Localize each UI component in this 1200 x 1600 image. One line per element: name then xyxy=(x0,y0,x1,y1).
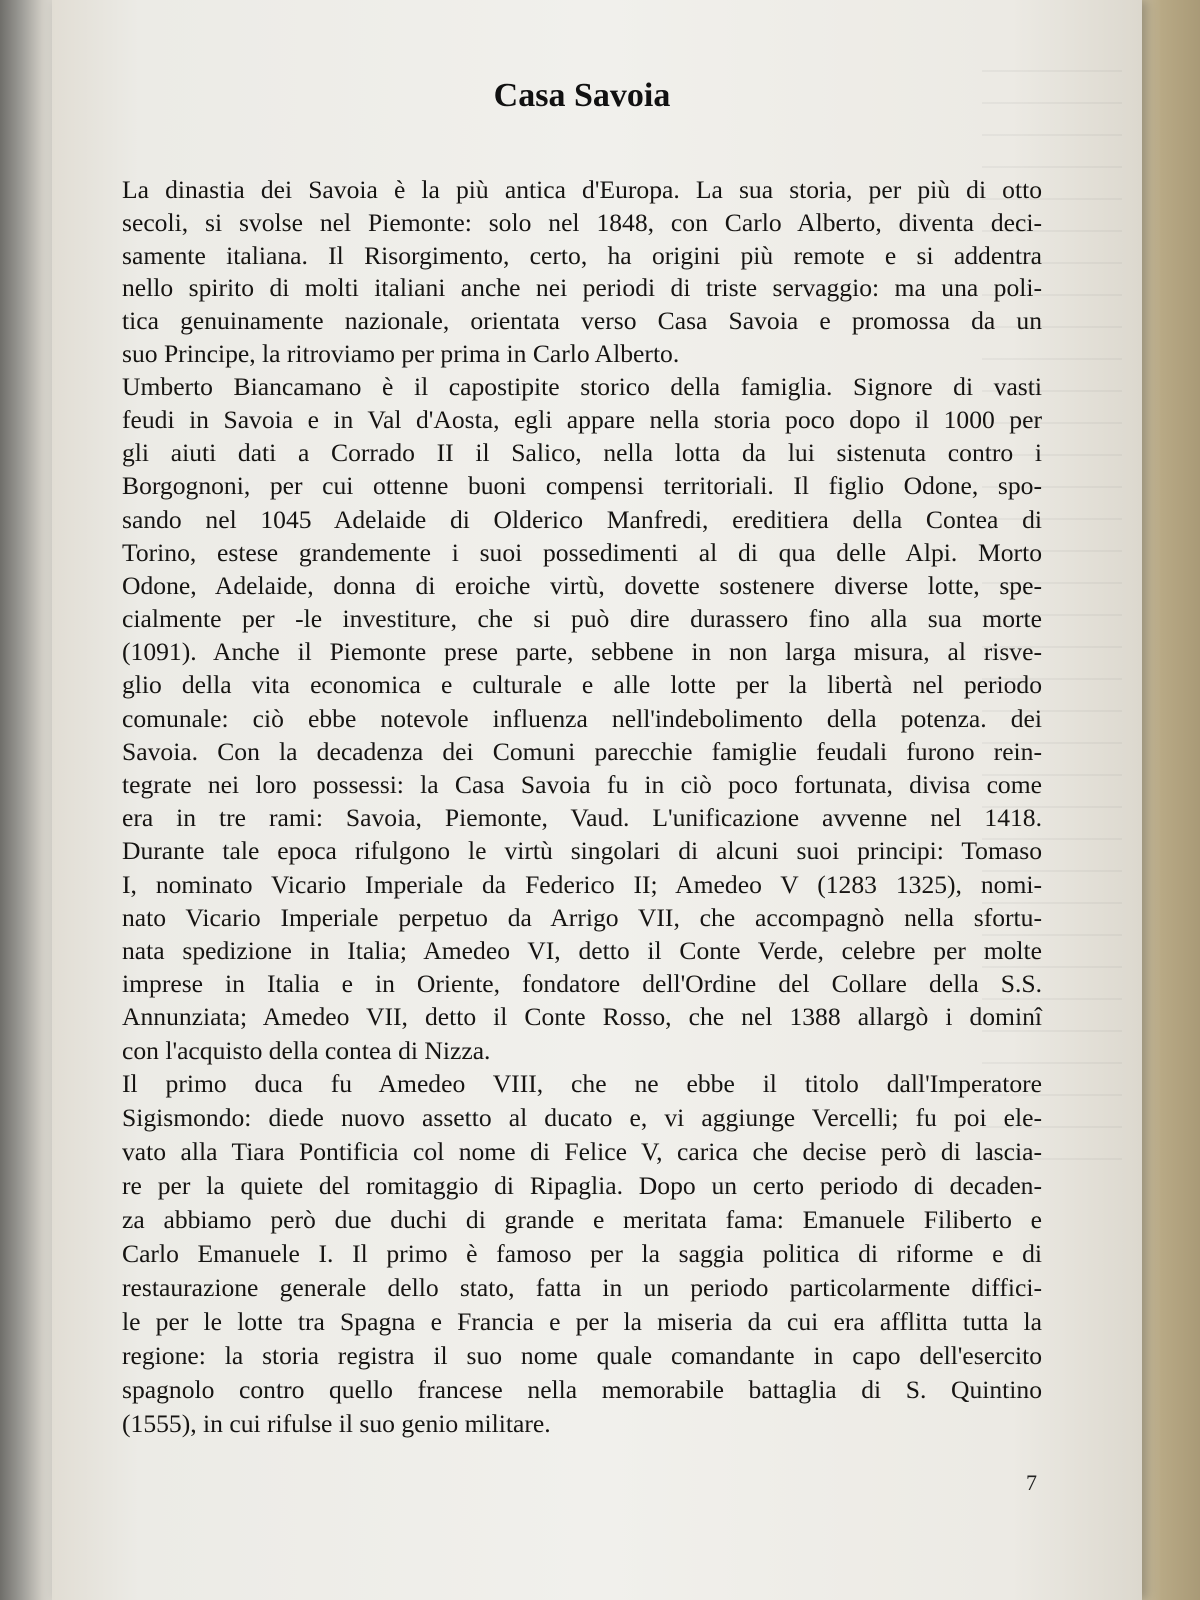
text-line: Torino, estese grandemente i suoi possedimenti al di qua delle Alpi. Morto xyxy=(122,537,1042,567)
page-number: 7 xyxy=(1026,1470,1037,1495)
text-line: (1091). Anche il Piemonte prese parte, sebbene in non larga misura, al risve- xyxy=(122,637,1042,667)
text-line: era in tre rami: Savoia, Piemonte, Vaud. L'unificazione avvenne nel 1418. xyxy=(122,803,1042,833)
text-line: tica genuinamente nazionale, orientata verso Casa Savoia e promossa da un xyxy=(122,306,1042,336)
text-line: feudi in Savoia e in Val d'Aosta, egli appare nella storia poco dopo il 1000 per xyxy=(122,404,1042,434)
text-line: le per le lotte tra Spagna e Francia e per la miseria da cui era afflitta tutta la xyxy=(122,1306,1042,1336)
page-content xyxy=(122,70,1042,1442)
text-line: regione: la storia registra il suo nome quale comandante in capo dell'esercito xyxy=(122,1340,1042,1370)
text-line: nata spedizione in Italia; Amedeo VI, detto il Conte Verde, celebre per molte xyxy=(122,935,1042,965)
text-line: secoli, si svolse nel Piemonte: solo nel 1848, con Carlo Alberto, diventa deci- xyxy=(122,207,1042,237)
text-line: Sigismondo: diede nuovo assetto al ducato e, vi aggiunge Vercelli; fu poi ele- xyxy=(122,1102,1042,1132)
text-line: gli aiuti dati a Corrado II il Salico, nella lotta da lui sistenuta contro i xyxy=(122,438,1042,468)
text-line: nato Vicario Imperiale perpetuo da Arrigo VII, che accompagnò nella sfortu- xyxy=(122,902,1042,932)
text-line: Odone, Adelaide, donna di eroiche virtù, dovette sostenere diverse lotte, spe- xyxy=(122,570,1042,600)
book-spine-edge xyxy=(0,0,60,1600)
text-line: Durante tale epoca rifulgono le virtù singolari di alcuni suoi principi: Tomaso xyxy=(122,836,1042,866)
text-line: tegrate nei loro possessi: la Casa Savoia fu in ciò poco fortunata, divisa come xyxy=(122,770,1042,800)
text-line: samente italiana. Il Risorgimento, certo, ha origini più remote e si addentra xyxy=(122,240,1042,270)
paragraph-1 xyxy=(122,174,1042,371)
text-line: re per la quiete del romitaggio di Ripaglia. Dopo un certo periodo di decaden- xyxy=(122,1170,1042,1200)
text-line: nello spirito di molti italiani anche nei periodi di triste servaggio: ma una poli- xyxy=(122,273,1042,303)
text-line: I, nominato Vicario Imperiale da Federico II; Amedeo V (1283 1325), nomi- xyxy=(122,869,1042,899)
text-line: Annunziata; Amedeo VII, detto il Conte Rosso, che nel 1388 allargò i dominî xyxy=(122,1002,1042,1032)
text-line: suo Principe, la ritroviamo per prima in Carlo Alberto. xyxy=(122,338,680,368)
text-line: glio della vita economica e culturale e alle lotte per la libertà nel periodo xyxy=(122,670,1042,700)
paragraph-3 xyxy=(122,1068,1042,1442)
text-line: con l'acquisto della contea di Nizza. xyxy=(122,1035,491,1065)
text-line: La dinastia dei Savoia è la più antica d'Europa. La sua storia, per più di otto xyxy=(122,175,1042,204)
paragraph-2 xyxy=(122,371,1042,1068)
text-line: (1555), in cui rifulse il suo genio militare. xyxy=(122,1408,551,1438)
text-line: spagnolo contro quello francese nella memorabile battaglia di S. Quintino xyxy=(122,1374,1042,1404)
text-line: cialmente per -le investiture, che si può dire durassero fino alla sua morte xyxy=(122,604,1042,634)
text-line: sando nel 1045 Adelaide di Olderico Manfredi, ereditiera della Contea di xyxy=(122,504,1042,534)
text-line: comunale: ciò ebbe notevole influenza nell'indebolimento della potenza. dei xyxy=(122,703,1042,733)
text-line: Umberto Biancamano è il capostipite storico della famiglia. Signore di vasti xyxy=(122,371,1042,401)
text-line: Carlo Emanuele I. Il primo è famoso per la saggia politica di riforme e di xyxy=(122,1238,1042,1268)
text-line: Borgognoni, per cui ottenne buoni compensi territoriali. Il figlio Odone, spo- xyxy=(122,471,1042,501)
text-line: vato alla Tiara Pontificia col nome di Felice V, carica che decise però di lascia- xyxy=(122,1136,1042,1166)
book-page xyxy=(52,0,1142,1600)
text-line: restaurazione generale dello stato, fatta in un periodo particolarmente diffici- xyxy=(122,1272,1042,1302)
text-line: za abbiamo però due duchi di grande e meritata fama: Emanuele Filiberto e xyxy=(122,1204,1042,1234)
text-line: Il primo duca fu Amedeo VIII, che ne ebbe il titolo dall'Imperatore xyxy=(122,1068,1042,1098)
page-title: Casa Savoia xyxy=(493,77,671,114)
text-line: imprese in Italia e in Oriente, fondatore dell'Ordine del Collare della S.S. xyxy=(122,969,1042,999)
text-line: Savoia. Con la decadenza dei Comuni parecchie famiglie feudali furono rein- xyxy=(122,736,1042,766)
